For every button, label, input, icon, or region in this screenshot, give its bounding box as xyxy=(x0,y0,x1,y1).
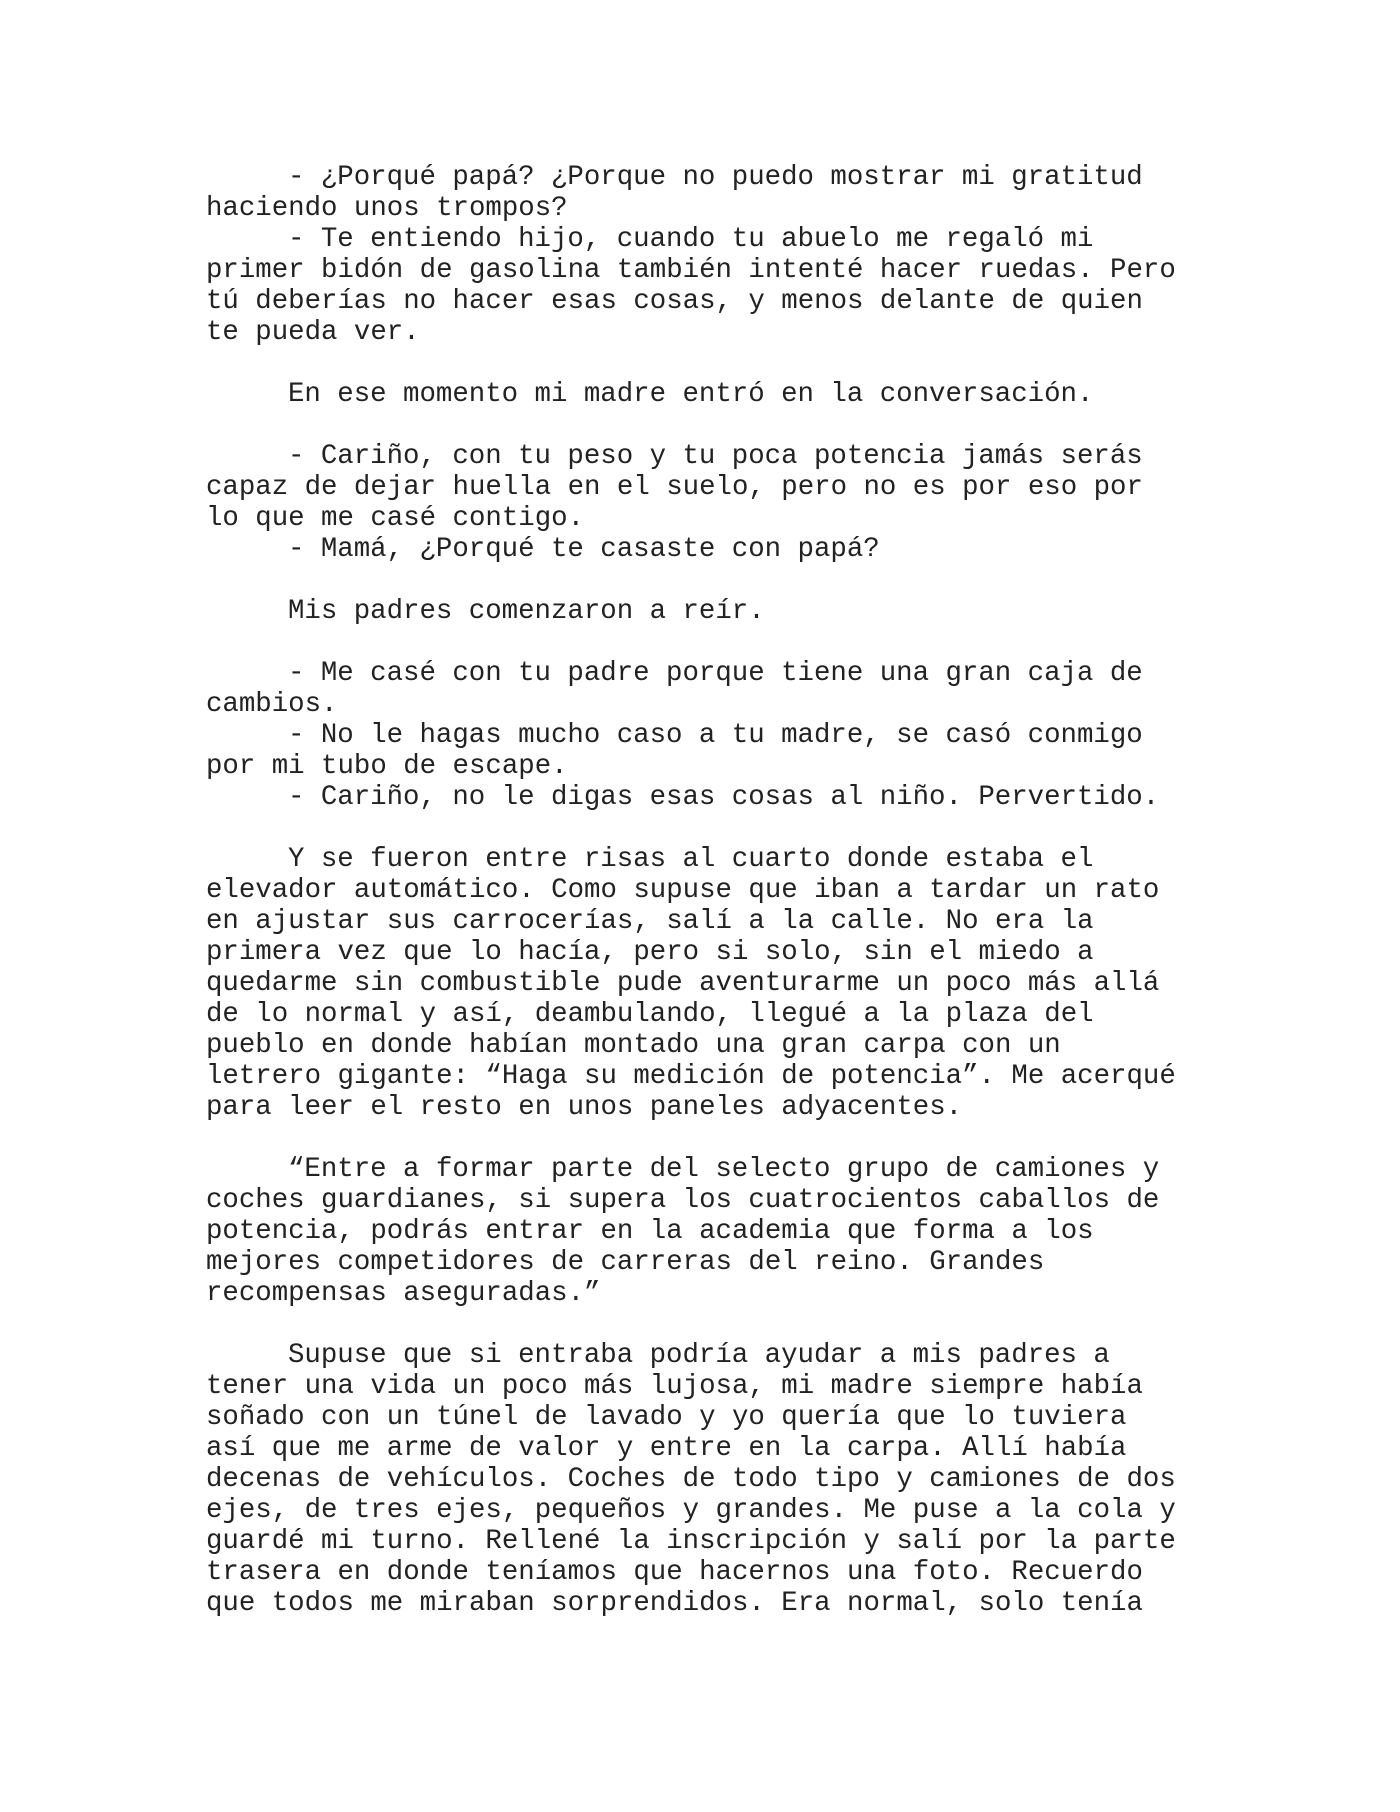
text-line: para leer el resto en unos paneles adyacentes. xyxy=(206,1092,963,1123)
text-line: tener una vida un poco más lujosa, mi madre siempre había xyxy=(206,1371,1143,1402)
text-line: te pueda ver. xyxy=(206,317,420,348)
text-line: decenas de vehículos. Coches de todo tipo y camiones de dos xyxy=(206,1464,1176,1495)
text-line: ejes, de tres ejes, pequeños y grandes. Me puse a la cola y xyxy=(206,1495,1176,1526)
blank-line xyxy=(206,627,1206,658)
text-line: - ¿Porqué papá? ¿Porque no puedo mostrar mi gratitud xyxy=(288,162,1143,193)
text-line: Mis padres comenzaron a reír. xyxy=(288,596,765,627)
text-line: Y se fueron entre risas al cuarto donde estaba el xyxy=(288,844,1094,875)
blank-line xyxy=(206,813,1206,844)
blank-line xyxy=(206,1309,1206,1340)
text-line: - Cariño, no le digas esas cosas al niño. Pervertido. xyxy=(288,782,1160,813)
text-line: potencia, podrás entrar en la academia que forma a los xyxy=(206,1216,1094,1247)
text-line: - Cariño, con tu peso y tu poca potencia jamás serás xyxy=(288,441,1143,472)
text-line: en ajustar sus carrocerías, salí a la calle. No era la xyxy=(206,906,1094,937)
text-line: En ese momento mi madre entró en la conversación. xyxy=(288,379,1094,410)
text-line: mejores competidores de carreras del reino. Grandes xyxy=(206,1247,1045,1278)
blank-line xyxy=(206,1123,1206,1154)
text-line: - Mamá, ¿Porqué te casaste con papá? xyxy=(288,534,880,565)
blank-line xyxy=(206,410,1206,441)
text-line: haciendo unos trompos? xyxy=(206,193,568,224)
text-line: recompensas aseguradas.” xyxy=(206,1278,601,1309)
text-line: así que me arme de valor y entre en la carpa. Allí había xyxy=(206,1433,1127,1464)
text-line: trasera en donde teníamos que hacernos una foto. Recuerdo xyxy=(206,1557,1143,1588)
text-line: tú deberías no hacer esas cosas, y menos delante de quien xyxy=(206,286,1143,317)
text-line: primera vez que lo hacía, pero si solo, sin el miedo a xyxy=(206,937,1094,968)
text-line: - Me casé con tu padre porque tiene una gran caja de xyxy=(288,658,1143,689)
text-line: por mi tubo de escape. xyxy=(206,751,568,782)
text-line: que todos me miraban sorprendidos. Era normal, solo tenía xyxy=(206,1588,1143,1619)
text-line: Supuse que si entraba podría ayudar a mis padres a xyxy=(288,1340,1110,1371)
text-line: - No le hagas mucho caso a tu madre, se casó conmigo xyxy=(288,720,1143,751)
text-line: coches guardianes, si supera los cuatrocientos caballos de xyxy=(206,1185,1160,1216)
blank-line xyxy=(206,565,1206,596)
text-line: “Entre a formar parte del selecto grupo de camiones y xyxy=(288,1154,1160,1185)
text-line: capaz de dejar huella en el suelo, pero no es por eso por xyxy=(206,472,1143,503)
text-line: - Te entiendo hijo, cuando tu abuelo me regaló mi xyxy=(288,224,1094,255)
text-line: cambios. xyxy=(206,689,338,720)
text-line: pueblo en donde habían montado una gran carpa con un xyxy=(206,1030,1061,1061)
text-line: soñado con un túnel de lavado y yo quería que lo tuviera xyxy=(206,1402,1127,1433)
text-line: primer bidón de gasolina también intenté hacer ruedas. Pero xyxy=(206,255,1176,286)
text-line: guardé mi turno. Rellené la inscripción y salí por la parte xyxy=(206,1526,1176,1557)
blank-line xyxy=(206,348,1206,379)
text-line: elevador automático. Como supuse que iban a tardar un rato xyxy=(206,875,1160,906)
document-body xyxy=(206,162,1206,1619)
text-line: quedarme sin combustible pude aventurarme un poco más allá xyxy=(206,968,1160,999)
text-line: letrero gigante: “Haga su medición de potencia”. Me acerqué xyxy=(206,1061,1176,1092)
text-line: de lo normal y así, deambulando, llegué a la plaza del xyxy=(206,999,1094,1030)
text-line: lo que me casé contigo. xyxy=(206,503,585,534)
